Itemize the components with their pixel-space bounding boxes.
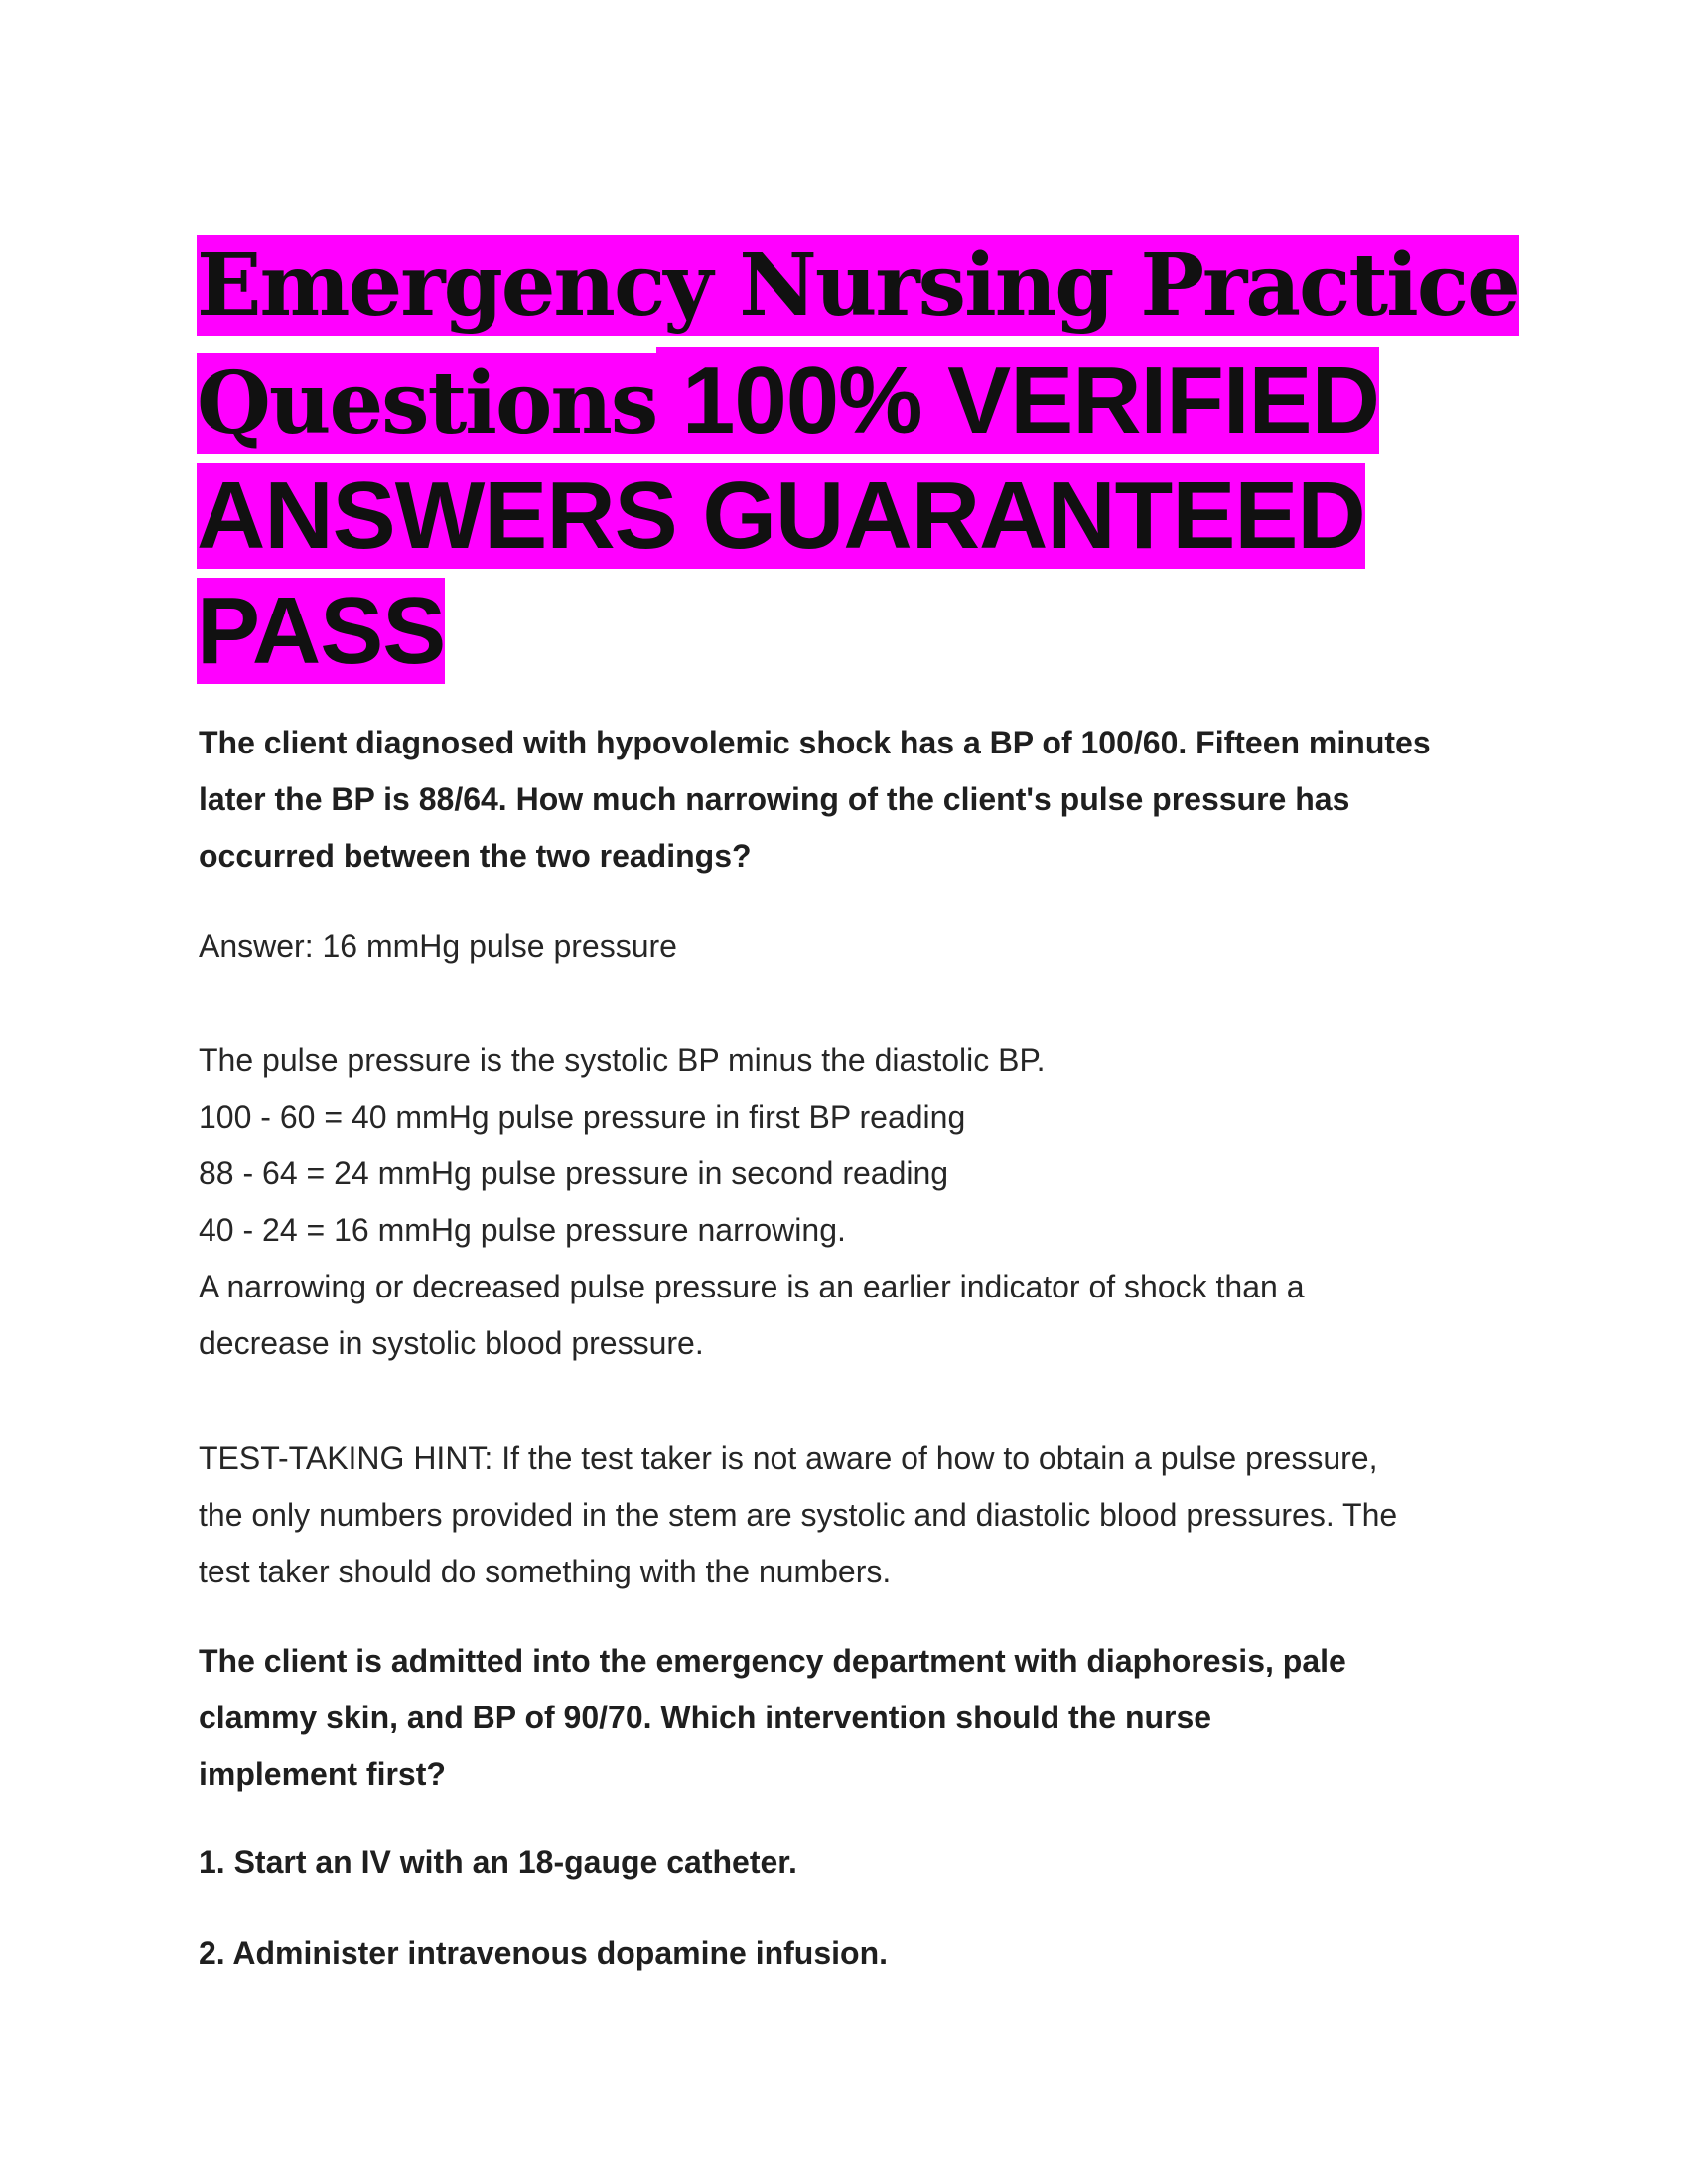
hint-line: TEST-TAKING HINT: If the test taker is not aware of how to obtain a pulse pressure, [199, 1440, 1378, 1476]
title-sans-line-3: ANSWERS GUARANTEED [197, 463, 1365, 569]
question-2-line: clammy skin, and BP of 90/70. Which intervention should the nurse [199, 1700, 1212, 1735]
title-line-3 [197, 459, 1487, 574]
explanation-line: 100 - 60 = 40 mmHg pulse pressure in first BP reading [199, 1099, 966, 1135]
explanation-line: A narrowing or decreased pulse pressure is an earlier indicator of shock than a [199, 1269, 1305, 1304]
title-sans-spacer [656, 347, 682, 454]
question-1-hint [199, 1431, 1489, 1600]
question-1-answer [199, 918, 1489, 975]
question-2-line: The client is admitted into the emergency department with diaphoresis, pale [199, 1643, 1346, 1679]
title-line-1 [197, 228, 1519, 343]
option-text: 1. Start an IV with an 18-gauge catheter. [199, 1844, 797, 1880]
question-2-line: implement first? [199, 1756, 446, 1792]
title-serif-line-2: Questions [197, 353, 657, 454]
title-line-2 [197, 343, 1487, 459]
option-text: 2. Administer intravenous dopamine infusion. [199, 1935, 889, 1971]
explanation-line: 40 - 24 = 16 mmHg pulse pressure narrowing. [199, 1212, 846, 1248]
hint-line: test taker should do something with the numbers. [199, 1554, 892, 1589]
title-line-4 [197, 574, 1487, 689]
explanation-line: 88 - 64 = 24 mmHg pulse pressure in second reading [199, 1156, 949, 1191]
document-title [197, 228, 1519, 689]
explanation-line: decrease in systolic blood pressure. [199, 1325, 704, 1361]
question-2-option-1 [199, 1835, 1489, 1891]
question-2-stem [199, 1633, 1489, 1803]
hint-line: the only numbers provided in the stem are systolic and diastolic blood pressures. The [199, 1497, 1398, 1533]
title-sans-line-4: PASS [197, 578, 446, 684]
question-1-line: occurred between the two readings? [199, 838, 752, 874]
title-sans-line-2: 100% VERIFIED [681, 347, 1379, 454]
question-1-stem [199, 715, 1489, 885]
title-serif-line-1: Emergency Nursing Practice [197, 235, 1519, 336]
question-2-option-2 [199, 1925, 1489, 1981]
explanation-line: The pulse pressure is the systolic BP minus the diastolic BP. [199, 1042, 1046, 1078]
question-1-line: later the BP is 88/64. How much narrowing of the client's pulse pressure has [199, 781, 1350, 817]
answer-text: Answer: 16 mmHg pulse pressure [199, 928, 677, 964]
question-1-line: The client diagnosed with hypovolemic shock has a BP of 100/60. Fifteen minutes [199, 725, 1431, 760]
question-1-explanation [199, 1032, 1489, 1372]
